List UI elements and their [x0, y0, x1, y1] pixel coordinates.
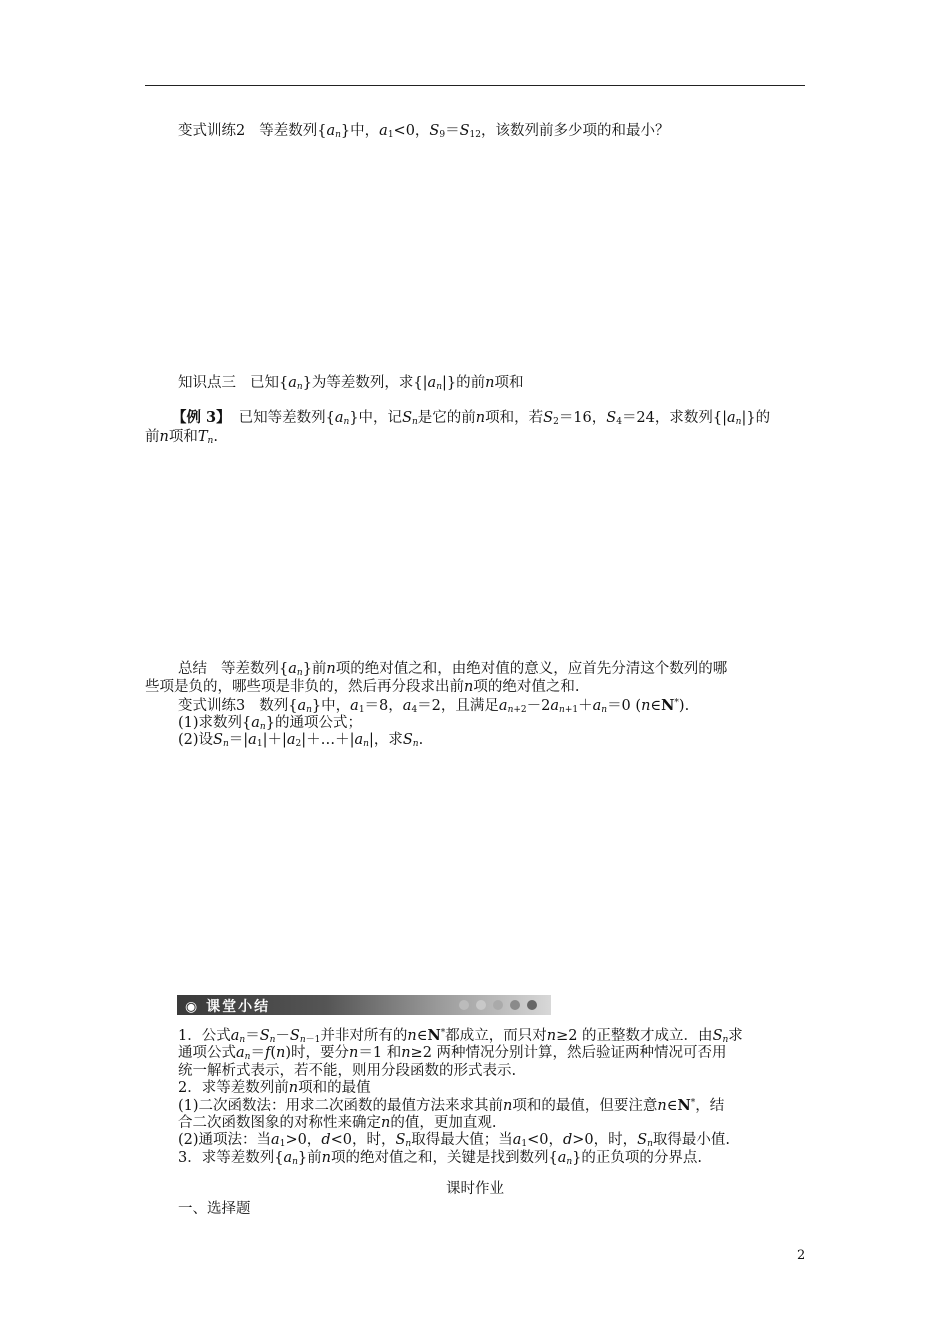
knowledge-point-3-heading: 知识点三 已知$\{a_n\}$为等差数列，求$\{|a_n|\}$的前n项和: [178, 375, 524, 392]
page-number: 2: [797, 1248, 806, 1263]
class-summary-p7: (2)通项法：当$a_1>0$，d<0，时，$S_n$取得最大值；当$a_1<0$，d>0，时，$S_n$取得最小值.: [178, 1132, 730, 1149]
class-summary-p2: 通项公式$a_n=f(n)$时，要分n＝1 和n≥2 两种情况分别计算，然后验证两种情况可否用: [178, 1045, 727, 1062]
example-3-line-1: 【例 3】 已知等差数列$\{a_n\}$中，记$S_n$是它的前n项和，若$S_2=16$，$S_4=24$，求数列$\{|a_n|\}$的: [172, 409, 771, 427]
header-rule: [145, 85, 805, 86]
class-summary-p4: 2．求等差数列前n项和的最值: [178, 1080, 371, 1096]
dot-icon: [459, 1000, 469, 1010]
example-3-line-2: 前n项和$T_n$.: [145, 429, 218, 446]
class-summary-p5: (1)二次函数法：用求二次函数的最值方法来求其前n项和的最值，但要注意n∈N*，结: [178, 1097, 725, 1114]
homework-section-heading: 一、选择题: [178, 1201, 251, 1217]
summary-line-1: 总结 等差数列$\{a_n\}$前n项的绝对值之和，由绝对值的意义，应首先分清这个数列的哪: [178, 661, 728, 678]
class-summary-p3: 统一解析式表示，若不能，则用分段函数的形式表示.: [178, 1063, 517, 1079]
dot-icon: [510, 1000, 520, 1010]
variant-3-item-1: (1)求数列$\{a_n\}$的通项公式；: [178, 715, 362, 732]
dot-icon: [493, 1000, 503, 1010]
dot-icon: [527, 1000, 537, 1010]
variant-training-3: 变式训练3 数列$\{a_n\}$中，$a_1=8$，$a_4=2$，且满足$a_{n+2}-2a_{n+1}+a_n=0$ (n∈N*).: [178, 697, 690, 715]
variant-3-item-2: (2)设$S_n=|a_1|+|a_2|+\dots+|a_n|$，求$S_n$.: [178, 732, 424, 749]
homework-title: 课时作业: [446, 1181, 504, 1197]
class-summary-p1: 1．公式$a_n=S_n-S_{n-1}$并非对所有的n∈N*都成立，而只对n≥2 的正整数才成立．由$S_n$求: [178, 1027, 743, 1045]
dot-icon: [476, 1000, 486, 1010]
class-summary-title: ◉ 课堂小结: [185, 999, 271, 1015]
class-summary-banner: [177, 995, 551, 1015]
class-summary-p8: 3．求等差数列$\{a_n\}$前n项的绝对值之和，关键是找到数列$\{a_n\}$的正负项的分界点.: [178, 1150, 703, 1167]
banner-dots-decoration: [459, 1000, 537, 1010]
class-summary-p6: 合二次函数图象的对称性来确定n的值，更加直观.: [178, 1115, 497, 1131]
summary-line-2: 些项是负的，哪些项是非负的，然后再分段求出前n项的绝对值之和.: [145, 679, 580, 695]
variant-training-2: 变式训练2 等差数列$\{a_n\}$中，$a_1<0$，$S_9=S_{12}$，该数列前多少项的和最小？: [178, 123, 670, 140]
